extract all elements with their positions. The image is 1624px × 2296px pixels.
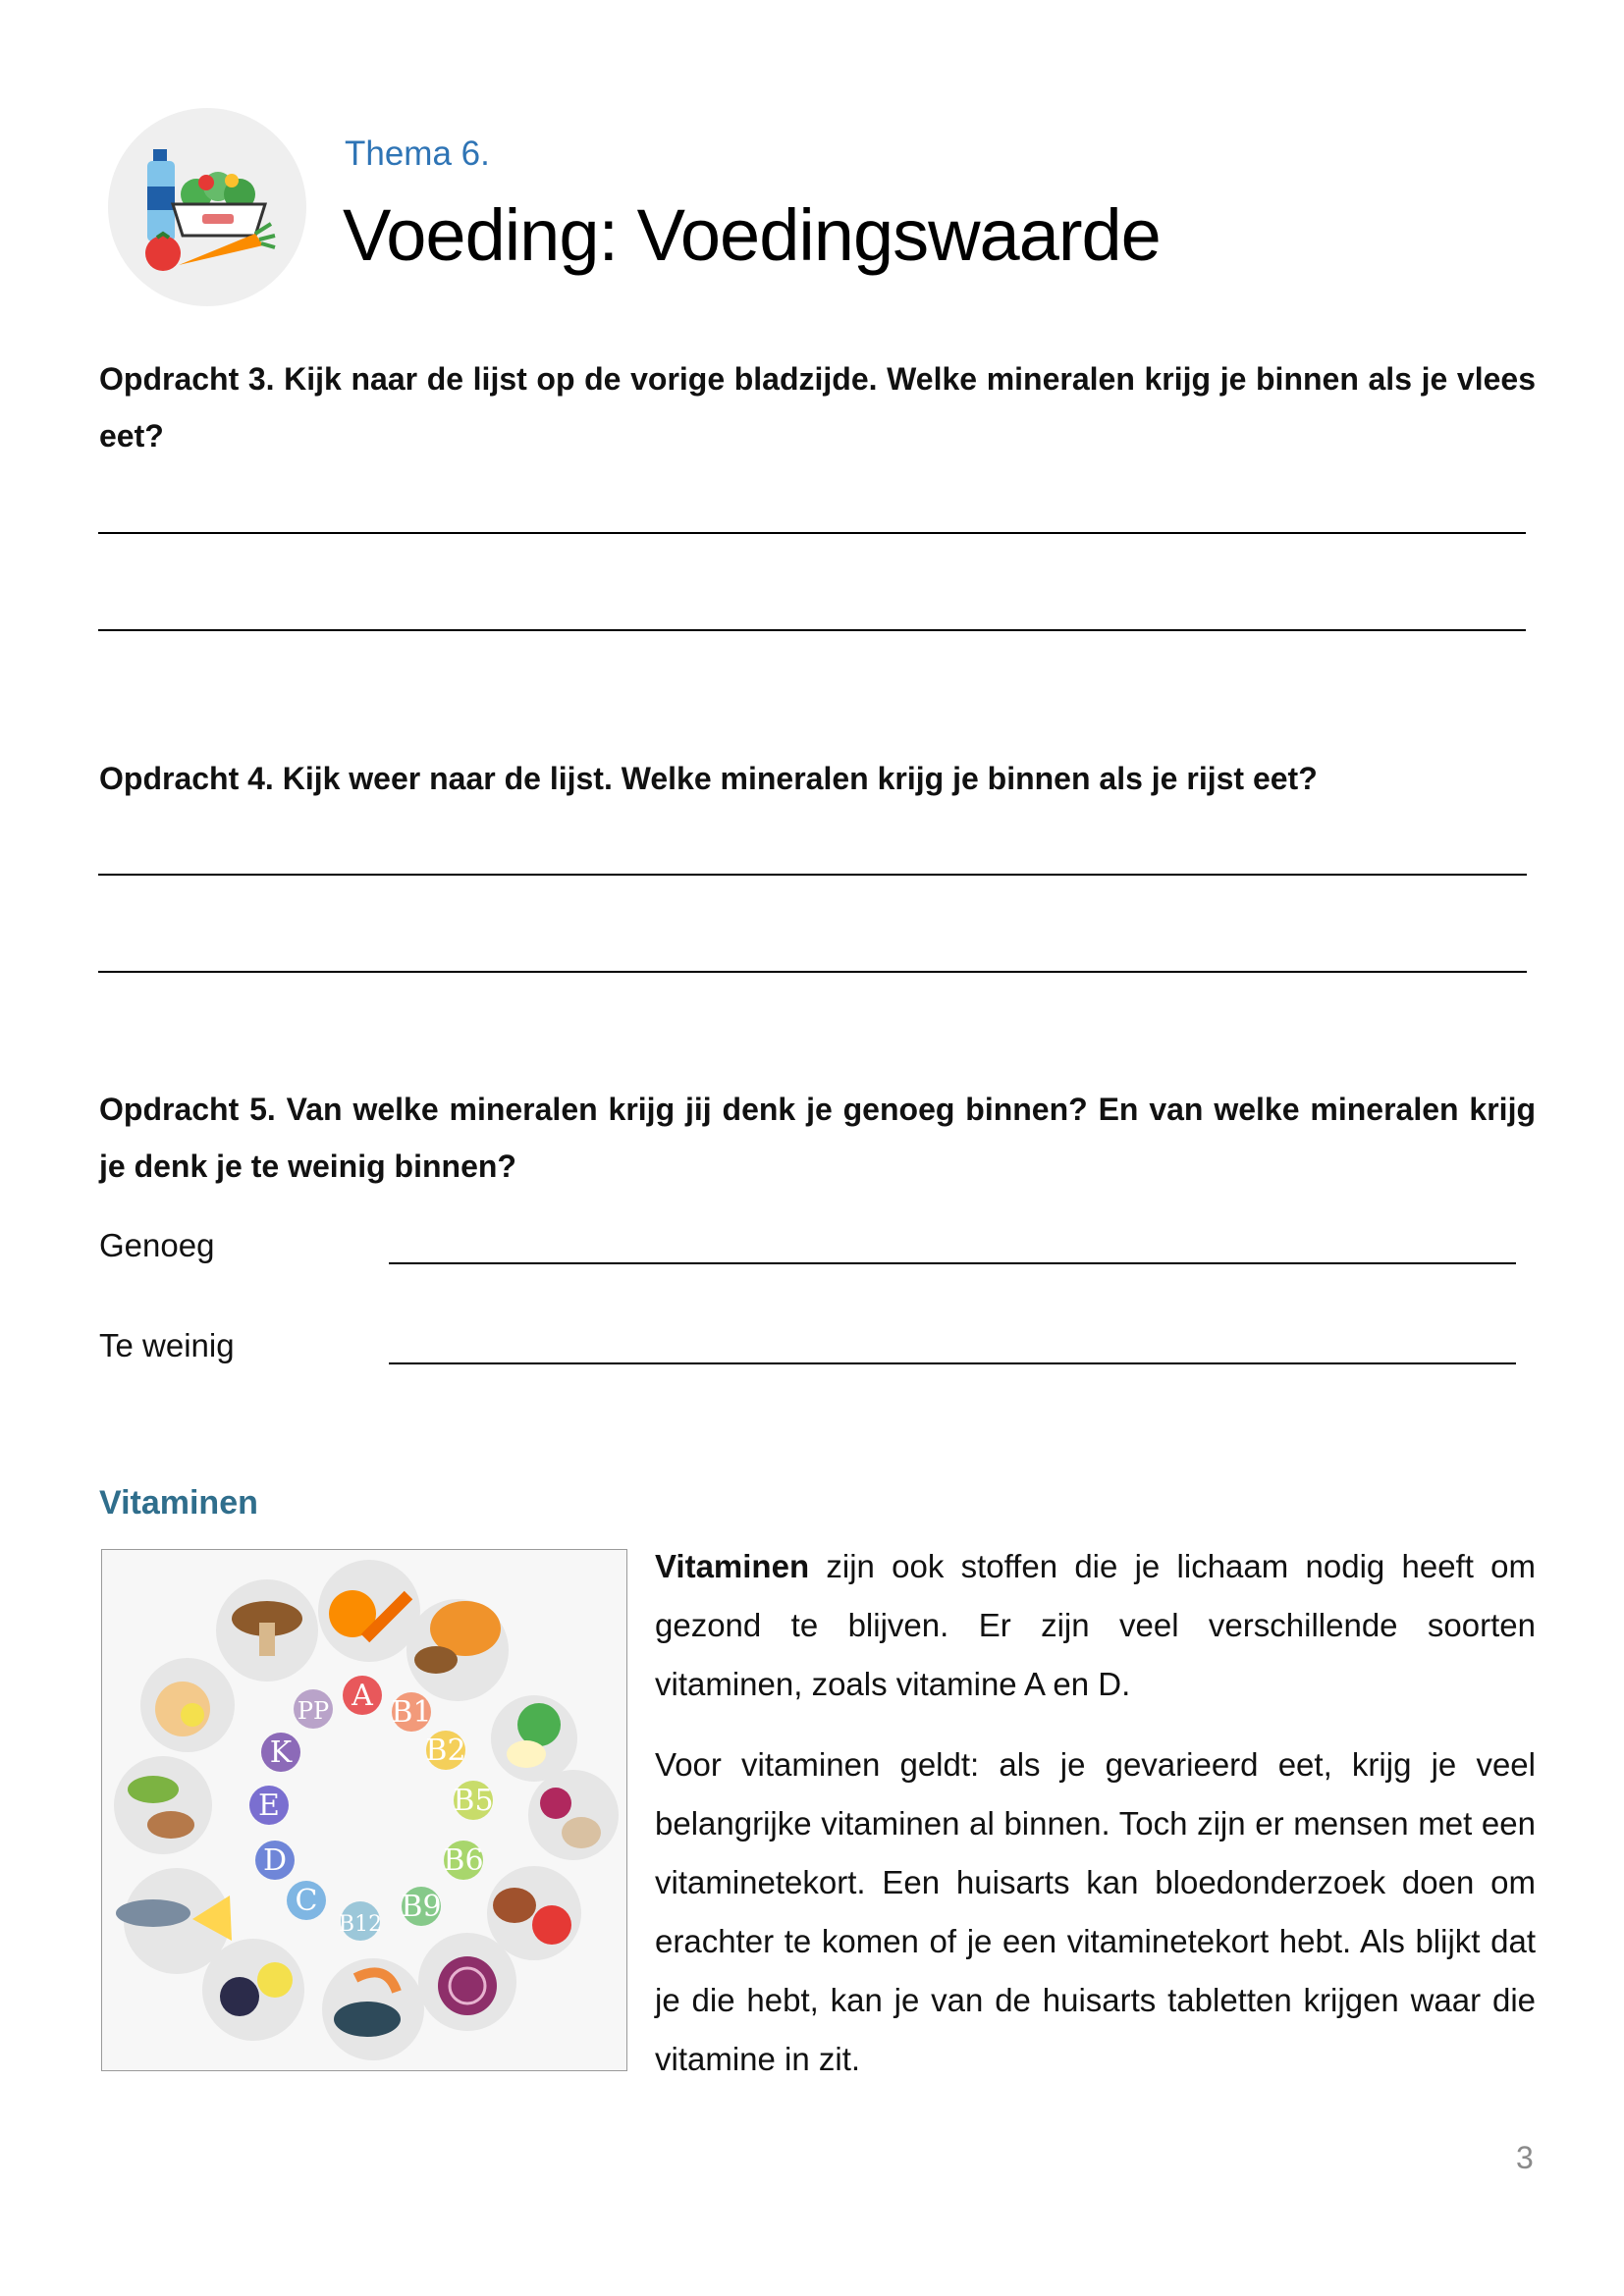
genoeg-answer-line[interactable]	[389, 1262, 1516, 1264]
answer-line-q3-2[interactable]	[98, 629, 1526, 631]
vitaminen-paragraph-1	[655, 1537, 1536, 1714]
vitamin-B9-label: B9	[401, 1890, 442, 1924]
theme-logo	[108, 108, 306, 306]
answer-line-q3-1[interactable]	[98, 532, 1526, 534]
te-weinig-label: Te weinig	[99, 1327, 235, 1363]
question-3: Opdracht 3. Kijk naar de lijst op de vorige bladzijde. Welke mineralen krijg je binnen als je vlees eet?	[99, 361, 1536, 454]
vitamin-B6-label: B6	[443, 1843, 484, 1878]
vitamin-PP-label: PP	[297, 1697, 330, 1725]
genoeg-label: Genoeg	[99, 1227, 215, 1263]
vitamin-B2-label: B2	[425, 1734, 466, 1768]
vitaminen-paragraph-2: Voor vitaminen geldt: als je gevarieerd eet, krijg je veel belangrijke vitaminen al binnen. Toch zijn er mensen met een vitaminetekort. Een huisarts kan bloedonderzoek doen om erachter te komen of je een vitaminetekort hebt. Als blijkt dat je die hebt, kan je van de huisarts tabletten krijgen waar die vitamine in zit.	[655, 1746, 1536, 2077]
answer-line-q4-1[interactable]	[98, 874, 1527, 876]
vitamin-C-label: C	[295, 1884, 318, 1918]
te-weinig-answer-line[interactable]	[389, 1362, 1516, 1364]
vitamin-food-image	[101, 1549, 627, 2071]
question-5: Opdracht 5. Van welke mineralen krijg jij denk je genoeg binnen? En van welke mineralen krijg je denk je te weinig binnen?	[99, 1092, 1536, 1184]
vitaminen-bold-term: Vitaminen	[655, 1548, 810, 1584]
vitamin-D-label: D	[262, 1843, 288, 1878]
question-4: Opdracht 4. Kijk weer naar de lijst. Welke mineralen krijg je binnen als je rijst eet?	[99, 761, 1318, 796]
vitamin-wheel-illustration	[102, 1550, 626, 2070]
vitamin-B1-label: B1	[391, 1695, 432, 1730]
vitamin-B12-label: B12	[338, 1912, 383, 1937]
answer-line-q4-2[interactable]	[98, 971, 1527, 973]
page-number: 3	[1516, 2140, 1534, 2175]
vitaminen-paragraph-1-text: zijn ook stoffen die je lichaam nodig heeft om gezond te blijven. Er zijn veel verschillende soorten vitaminen, zoals vitamine A en D.	[655, 1548, 1536, 1702]
vitaminen-heading: Vitaminen	[99, 1484, 258, 1522]
vitamin-B5-label: B5	[453, 1784, 494, 1818]
vitamin-E-label: E	[258, 1789, 280, 1823]
vitamin-K-label: K	[269, 1735, 293, 1770]
page-title: Voeding: Voedingswaarde	[343, 194, 1161, 276]
theme-label: Thema 6.	[345, 134, 490, 173]
food-basket-icon	[108, 108, 306, 306]
vitamin-circles	[249, 1676, 494, 1941]
vitamin-A-label: A	[352, 1679, 373, 1713]
food-plates	[114, 1560, 619, 2060]
